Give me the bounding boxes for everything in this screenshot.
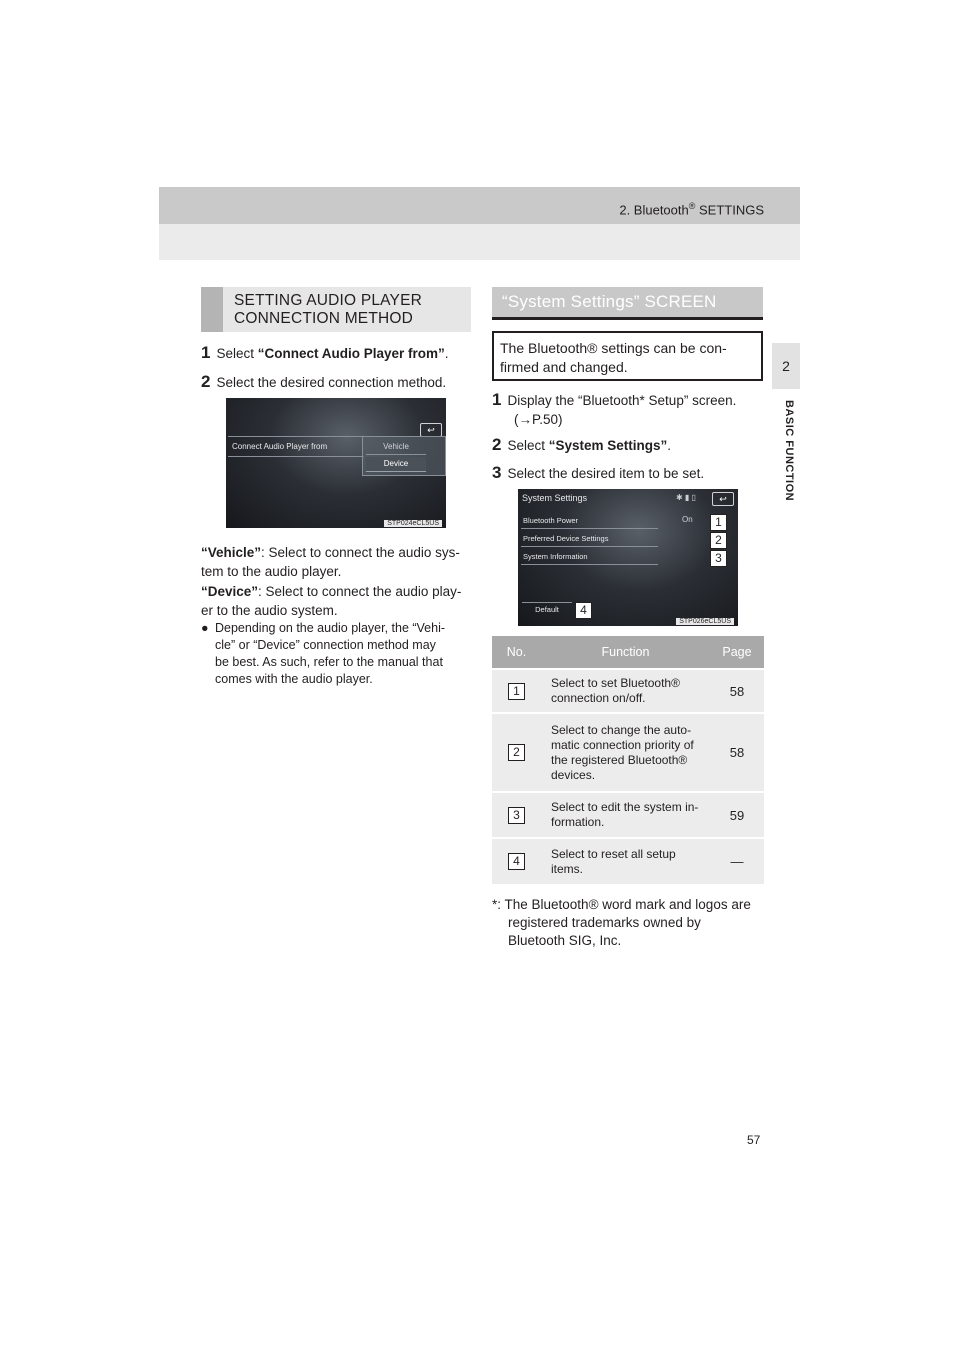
- vehicle-description: “Vehicle”: Select to connect the audio sys- tem to the audio player.: [201, 545, 460, 579]
- bluetooth-power-item[interactable]: Bluetooth Power: [521, 514, 658, 529]
- device-description: “Device”: Select to connect the audio play- er to the audio system.: [201, 584, 462, 618]
- note-bullet: ● Depending on the audio player, the “Vehi- cle” or “Device” connection method may be best. As such, refer to the manual that comes with the audio player.: [201, 621, 446, 686]
- col-page: Page: [710, 636, 764, 669]
- status-icons: ✱ ▮ ▯: [676, 493, 696, 502]
- connect-audio-screenshot: [226, 398, 446, 528]
- header-band: [159, 224, 800, 260]
- callout-2: 2: [710, 532, 727, 549]
- right-step-1: 1 Display the “Bluetooth* Setup” screen. (→P.50): [492, 390, 737, 427]
- system-information-item[interactable]: System Information: [521, 550, 658, 565]
- callout-4: 4: [575, 602, 592, 619]
- right-step-2: 2 Select “System Settings”.: [492, 435, 672, 454]
- default-button[interactable]: Default: [522, 602, 572, 617]
- col-no: No.: [492, 636, 541, 669]
- function-table: [492, 636, 764, 884]
- screen-title: System Settings: [522, 493, 588, 503]
- preferred-device-item[interactable]: Preferred Device Settings: [521, 532, 658, 547]
- page-number: 57: [747, 1133, 761, 1147]
- intro-box: The Bluetooth® settings can be con- firmed and changed.: [492, 331, 763, 381]
- callout-3: 3: [710, 550, 727, 567]
- left-step-2: 2 Select the desired connection method.: [201, 372, 447, 391]
- back-arrow-icon[interactable]: ↩: [712, 492, 734, 506]
- section-heading-system-settings: “System Settings” SCREEN: [492, 287, 763, 320]
- table-row: 1 Select to set Bluetooth® connection on/off. 58: [492, 669, 764, 713]
- system-settings-screenshot: [518, 489, 738, 626]
- back-arrow-icon[interactable]: ↩: [420, 423, 442, 437]
- table-row: 2 Select to change the auto- matic connection priority of the registered Bluetooth® devices. 58: [492, 713, 764, 792]
- right-step-3: 3 Select the desired item to be set.: [492, 463, 705, 482]
- left-step-1: 1 Select “Connect Audio Player from”.: [201, 343, 449, 362]
- bullet-icon: ●: [201, 621, 209, 635]
- table-row: 4 Select to reset all setup items. —: [492, 838, 764, 884]
- connect-audio-row: Connect Audio Player from: [228, 436, 364, 457]
- chapter-tab: 2: [772, 343, 800, 389]
- section-heading-audio-player: SETTING AUDIO PLAYER CONNECTION METHOD: [201, 287, 471, 332]
- col-function: Function: [541, 636, 710, 669]
- header-title: 2. Bluetooth® SETTINGS: [619, 201, 764, 218]
- vehicle-option[interactable]: Vehicle: [366, 440, 426, 455]
- callout-1: 1: [710, 514, 727, 531]
- figure-code: STP024eCL5US: [384, 520, 442, 527]
- page-header: [159, 187, 800, 224]
- trademark-footnote: *: The Bluetooth® word mark and logos are registered trademarks owned by Bluetooth SIG, Inc.: [492, 897, 751, 948]
- device-option[interactable]: Device: [366, 457, 426, 472]
- figure-code: STP026eCL5US: [676, 618, 734, 625]
- bluetooth-power-value: On: [682, 515, 693, 524]
- chapter-label: BASIC FUNCTION: [783, 400, 795, 502]
- table-row: 3 Select to edit the system in- formation. 59: [492, 792, 764, 838]
